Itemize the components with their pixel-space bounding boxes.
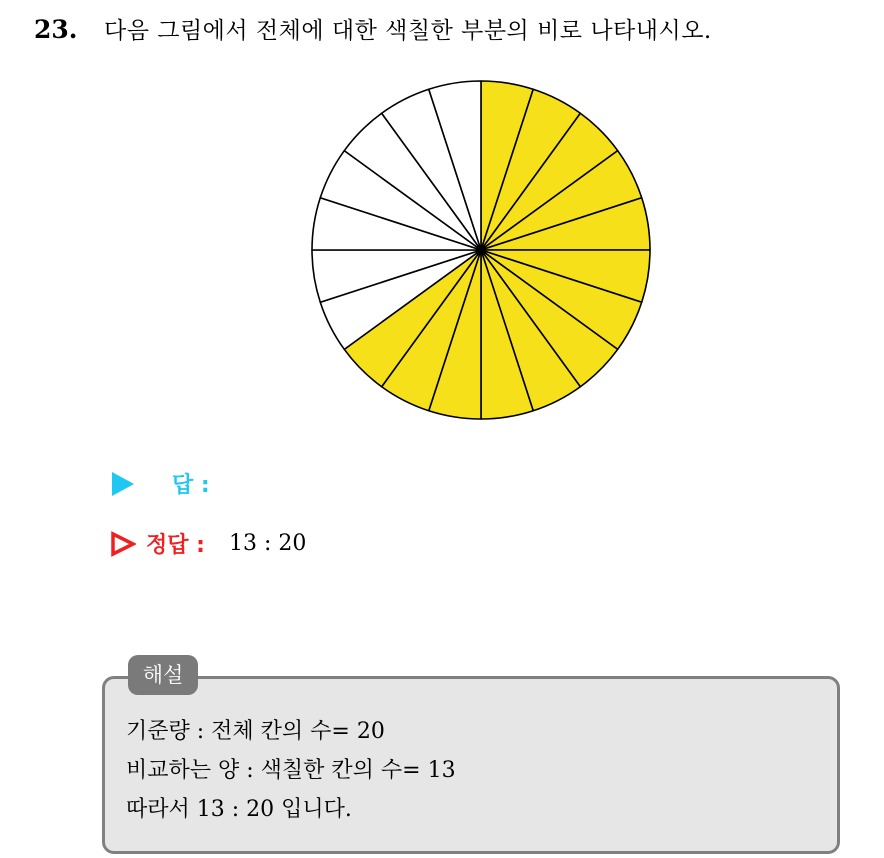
filled-triangle-icon — [110, 471, 136, 497]
answer-blank-label: 답 : — [172, 473, 210, 498]
answer-blank-row — [110, 468, 210, 499]
question-number: 23. — [34, 15, 78, 44]
question-text: 다음 그림에서 전체에 대한 색칠한 부분의 비로 나타내시오. — [104, 18, 712, 44]
correct-answer-value: 13 : 20 — [228, 531, 307, 556]
center-point — [478, 247, 485, 254]
question — [34, 12, 712, 45]
explanation-lines — [126, 712, 456, 829]
explanation-line: 기준량 : 전체 칸의 수= 20 — [126, 719, 385, 744]
explanation-tag: 해설 — [128, 655, 198, 695]
correct-answer-row — [110, 528, 306, 559]
explanation-line: 비교하는 양 : 색칠한 칸의 수= 13 — [126, 758, 456, 783]
outline-triangle-icon — [110, 531, 136, 557]
correct-answer-label: 정답 : — [146, 533, 205, 558]
explanation-line: 따라서 13 : 20 입니다. — [126, 797, 352, 822]
fraction-circle — [309, 78, 653, 422]
